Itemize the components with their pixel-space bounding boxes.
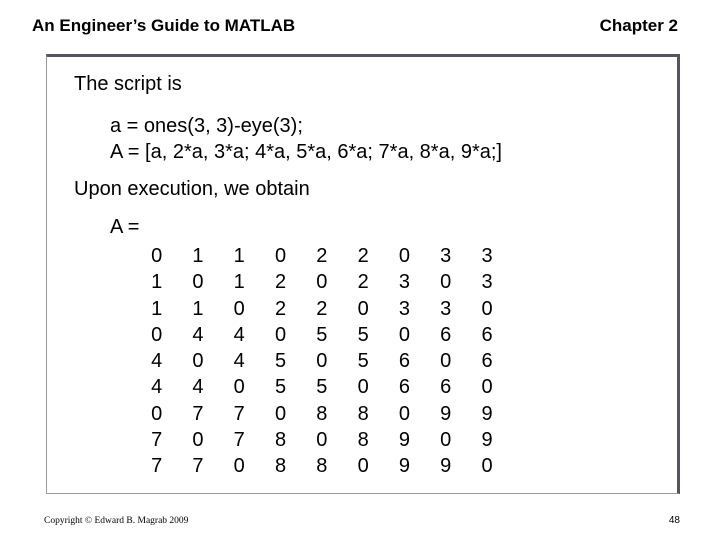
matrix-cell: 8 bbox=[274, 455, 287, 478]
matrix-cell: 0 bbox=[151, 402, 163, 425]
matrix-cell: 9 bbox=[398, 455, 410, 478]
matrix-cell: 1 bbox=[233, 271, 245, 294]
matrix-cell: 0 bbox=[440, 429, 452, 452]
matrix-cell: 0 bbox=[481, 376, 493, 399]
matrix-cell: 0 bbox=[357, 376, 369, 399]
matrix-cell: 3 bbox=[440, 297, 452, 320]
book-title: An Engineer’s Guide to MATLAB bbox=[32, 16, 296, 35]
matrix-cell: 8 bbox=[357, 429, 369, 452]
matrix-cell: 6 bbox=[481, 350, 493, 373]
matrix-cell: 4 bbox=[151, 350, 163, 373]
matrix-cell: 2 bbox=[274, 271, 287, 294]
matrix-cell: 0 bbox=[151, 245, 163, 267]
matrix-cell: 0 bbox=[274, 402, 287, 425]
matrix-cell: 6 bbox=[440, 323, 452, 346]
matrix-cell: 0 bbox=[398, 402, 410, 425]
matrix-cell: 2 bbox=[316, 297, 328, 320]
result-matrix bbox=[136, 243, 496, 480]
matrix-cell: 4 bbox=[192, 323, 204, 346]
matrix-cell: 4 bbox=[233, 323, 245, 346]
matrix-cell: 0 bbox=[316, 350, 328, 373]
matrix-cell: 8 bbox=[316, 402, 328, 425]
matrix-cell: 5 bbox=[357, 323, 369, 346]
matrix-cell: 0 bbox=[192, 429, 204, 452]
matrix-cell: 0 bbox=[357, 297, 369, 320]
matrix-cell: 0 bbox=[316, 429, 328, 452]
matrix-cell: 4 bbox=[192, 376, 204, 399]
matrix-row bbox=[136, 296, 496, 322]
matrix-cell: 5 bbox=[274, 350, 287, 373]
matrix-cell: 0 bbox=[151, 323, 163, 346]
result-label: A = bbox=[110, 216, 140, 238]
matrix-cell: 9 bbox=[481, 402, 493, 425]
matrix-row bbox=[136, 427, 496, 453]
copyright-notice: Copyright © Edward B. Magrab 2009 bbox=[44, 516, 189, 526]
matrix-cell: 0 bbox=[192, 350, 204, 373]
matrix-row bbox=[136, 243, 496, 269]
matrix-row bbox=[136, 322, 496, 348]
matrix-cell: 9 bbox=[481, 429, 493, 452]
matrix-cell: 0 bbox=[233, 376, 245, 399]
matrix-cell: 1 bbox=[151, 271, 163, 294]
matrix-cell: 0 bbox=[398, 323, 410, 346]
matrix-cell: 1 bbox=[151, 297, 163, 320]
matrix-cell: 0 bbox=[316, 271, 328, 294]
page-number: 48 bbox=[668, 515, 680, 526]
intro-text: The script is bbox=[74, 73, 182, 95]
matrix-row bbox=[136, 374, 496, 400]
matrix-cell: 1 bbox=[192, 245, 204, 267]
matrix-cell: 9 bbox=[440, 455, 452, 478]
matrix-row bbox=[136, 453, 496, 479]
matrix-cell: 0 bbox=[398, 245, 410, 267]
code-line-1: a = ones(3, 3)-eye(3); bbox=[110, 115, 303, 137]
matrix-cell: 6 bbox=[398, 376, 410, 399]
matrix-cell: 0 bbox=[440, 271, 452, 294]
chapter-label: Chapter 2 bbox=[599, 16, 678, 35]
matrix-cell: 0 bbox=[274, 323, 287, 346]
matrix-cell: 9 bbox=[398, 429, 410, 452]
matrix-cell: 8 bbox=[357, 402, 369, 425]
matrix-cell: 6 bbox=[440, 376, 452, 399]
matrix-cell: 0 bbox=[274, 245, 287, 267]
matrix-cell: 8 bbox=[274, 429, 287, 452]
code-line-2: A = [a, 2*a, 3*a; 4*a, 5*a, 6*a; 7*a, 8*a, 9*a;] bbox=[110, 141, 502, 163]
matrix-cell: 4 bbox=[151, 376, 163, 399]
matrix-row bbox=[136, 269, 496, 295]
matrix-cell: 2 bbox=[357, 245, 369, 267]
matrix-cell: 8 bbox=[316, 455, 328, 478]
matrix-cell: 2 bbox=[274, 297, 287, 320]
matrix-cell: 0 bbox=[481, 297, 493, 320]
matrix-cell: 3 bbox=[440, 245, 452, 267]
matrix-cell: 7 bbox=[192, 402, 204, 425]
matrix-cell: 7 bbox=[192, 455, 204, 478]
matrix-cell: 0 bbox=[357, 455, 369, 478]
matrix-cell: 6 bbox=[398, 350, 410, 373]
matrix-cell: 3 bbox=[481, 245, 493, 267]
matrix-cell: 6 bbox=[481, 323, 493, 346]
matrix-row bbox=[136, 401, 496, 427]
matrix-cell: 3 bbox=[398, 297, 410, 320]
matrix-cell: 5 bbox=[357, 350, 369, 373]
matrix-cell: 0 bbox=[233, 297, 245, 320]
matrix-cell: 7 bbox=[151, 429, 163, 452]
matrix-cell: 2 bbox=[316, 245, 328, 267]
matrix-cell: 7 bbox=[151, 455, 163, 478]
matrix-cell: 2 bbox=[357, 271, 369, 294]
matrix-cell: 5 bbox=[274, 376, 287, 399]
matrix-cell: 7 bbox=[233, 429, 245, 452]
matrix-cell: 0 bbox=[440, 350, 452, 373]
matrix-cell: 9 bbox=[440, 402, 452, 425]
matrix-row bbox=[136, 348, 496, 374]
matrix-cell: 5 bbox=[316, 376, 328, 399]
matrix-cell: 1 bbox=[192, 297, 204, 320]
matrix-cell: 7 bbox=[233, 402, 245, 425]
matrix-cell: 0 bbox=[233, 455, 245, 478]
matrix-cell: 3 bbox=[398, 271, 410, 294]
matrix-cell: 0 bbox=[481, 455, 493, 478]
matrix-cell: 5 bbox=[316, 323, 328, 346]
matrix-cell: 3 bbox=[481, 271, 493, 294]
matrix-cell: 4 bbox=[233, 350, 245, 373]
result-intro-text: Upon execution, we obtain bbox=[74, 178, 310, 200]
matrix-cell: 1 bbox=[233, 245, 245, 267]
matrix-cell: 0 bbox=[192, 271, 204, 294]
